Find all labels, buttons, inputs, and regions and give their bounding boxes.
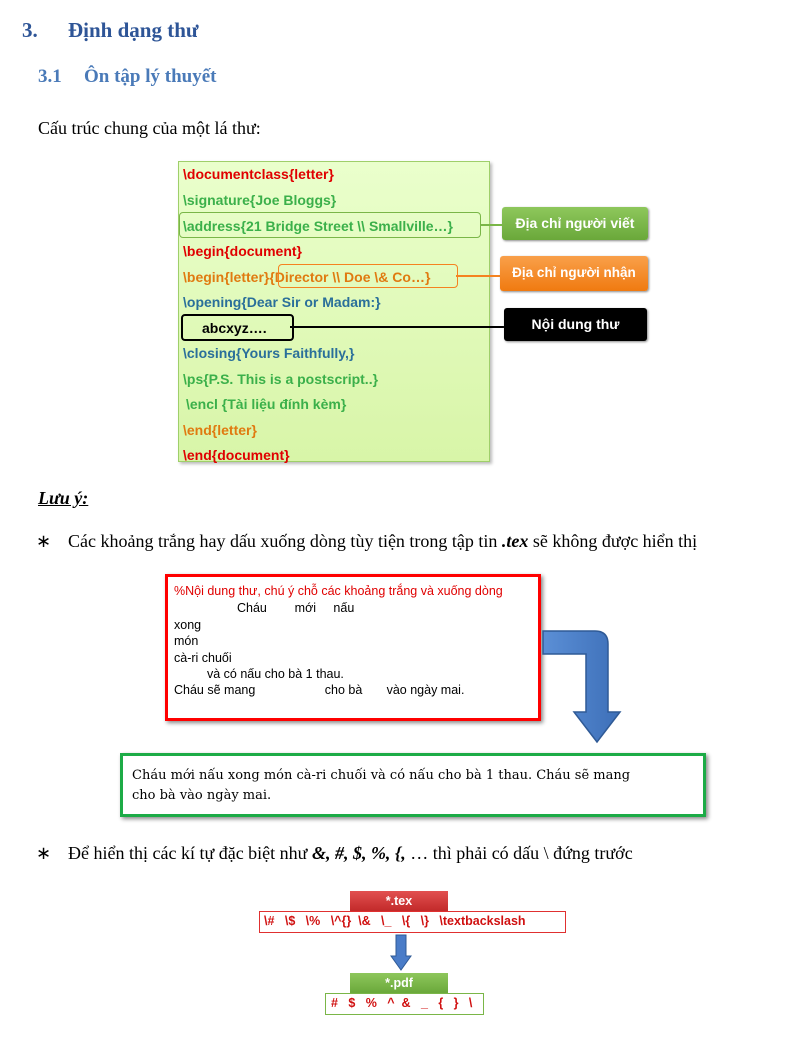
section-title: Định dạng thư bbox=[68, 18, 199, 42]
bullet-text: Để hiển thị các kí tự đặc biệt như bbox=[68, 843, 312, 863]
letter-code-box bbox=[178, 161, 490, 462]
code-line: abcxyz…. bbox=[202, 320, 267, 336]
code-line: \ps{P.S. This is a postscript..} bbox=[183, 371, 379, 387]
source-line: và có nấu cho bà 1 thau. bbox=[207, 667, 344, 681]
connector-line bbox=[456, 275, 500, 277]
output-line: Cháu mới nấu xong món cà-ri chuối và có nấu cho bà 1 thau. Cháu sẽ mang bbox=[132, 768, 631, 783]
recipient-address-callout: Địa chỉ người nhận bbox=[500, 256, 648, 291]
pdf-code-box bbox=[325, 993, 484, 1015]
connector-line bbox=[480, 224, 502, 226]
bullet-text: … thì phải có dấu \ đứng trước bbox=[405, 843, 633, 863]
bullet-marker: ∗ bbox=[36, 843, 52, 863]
source-line: xong bbox=[174, 618, 202, 632]
subsection-title: Ôn tập lý thuyết bbox=[84, 66, 217, 87]
tex-code-box bbox=[259, 911, 566, 933]
section-number: 3. bbox=[22, 18, 38, 42]
tex-code: \# \$ \% \^{} \& \_ \{ \} \textbackslash bbox=[264, 914, 526, 928]
output-example-box bbox=[120, 753, 706, 817]
special-chars: &, #, $, %, {, bbox=[311, 843, 406, 863]
address-frame bbox=[179, 212, 481, 238]
source-line: cà-ri chuối bbox=[174, 651, 232, 665]
tex-label: *.tex bbox=[350, 891, 448, 911]
pdf-label: *.pdf bbox=[350, 973, 448, 993]
code-line: \begin{document} bbox=[183, 243, 303, 259]
connector-line bbox=[290, 326, 504, 328]
code-line: \encl {Tài liệu đính kèm} bbox=[186, 396, 347, 412]
code-line: \end{document} bbox=[183, 447, 290, 463]
code-line: \signature{Joe Bloggs} bbox=[183, 192, 337, 208]
source-example-box bbox=[165, 574, 541, 721]
note-label: Lưu ý: bbox=[38, 488, 89, 508]
code-line: \documentclass{letter} bbox=[183, 166, 334, 182]
code-line: \address{21 Bridge Street \\ Smallville…} bbox=[183, 218, 454, 234]
code-line-part: {Director \\ Doe \& Co…} bbox=[269, 269, 431, 285]
code-line: \opening{Dear Sir or Madam:} bbox=[183, 294, 381, 310]
bullet-text: sẽ không được hiển thị bbox=[528, 531, 698, 551]
source-line: món bbox=[174, 634, 199, 648]
code-line: \closing{Yours Faithfully,} bbox=[183, 345, 355, 361]
bullet-text: Các khoảng trắng hay dấu xuống dòng tùy tiện trong tập tin bbox=[68, 531, 502, 551]
bent-arrow-icon bbox=[540, 626, 640, 746]
source-comment: %Nội dung thư, chú ý chỗ các khoảng trắng và xuống dòng bbox=[174, 584, 503, 598]
bullet-marker: ∗ bbox=[36, 531, 52, 551]
letter-content-callout: Nội dung thư bbox=[504, 308, 647, 341]
output-line: cho bà vào ngày mai. bbox=[132, 788, 272, 803]
tex-extension: .tex bbox=[501, 531, 529, 551]
bullet-item bbox=[36, 843, 633, 864]
pdf-code: # $ % ^ & _ { } \ bbox=[331, 996, 473, 1010]
source-line: Cháu sẽ mang cho bà vào ngày mai. bbox=[174, 683, 465, 697]
section-heading bbox=[22, 18, 199, 43]
sender-address-callout: Địa chỉ người viết bbox=[502, 207, 648, 240]
subsection-heading bbox=[38, 66, 217, 88]
content-frame bbox=[181, 314, 294, 341]
code-line-part: \begin{letter} bbox=[183, 269, 270, 285]
code-line: \end{letter} bbox=[183, 422, 257, 438]
recipient-frame bbox=[278, 264, 458, 288]
down-arrow-icon bbox=[390, 934, 412, 972]
intro-text: Cấu trúc chung của một lá thư: bbox=[38, 118, 261, 138]
subsection-number: 3.1 bbox=[38, 66, 62, 87]
bullet-item bbox=[36, 531, 697, 552]
source-line: Cháu mới nấu bbox=[237, 601, 355, 615]
